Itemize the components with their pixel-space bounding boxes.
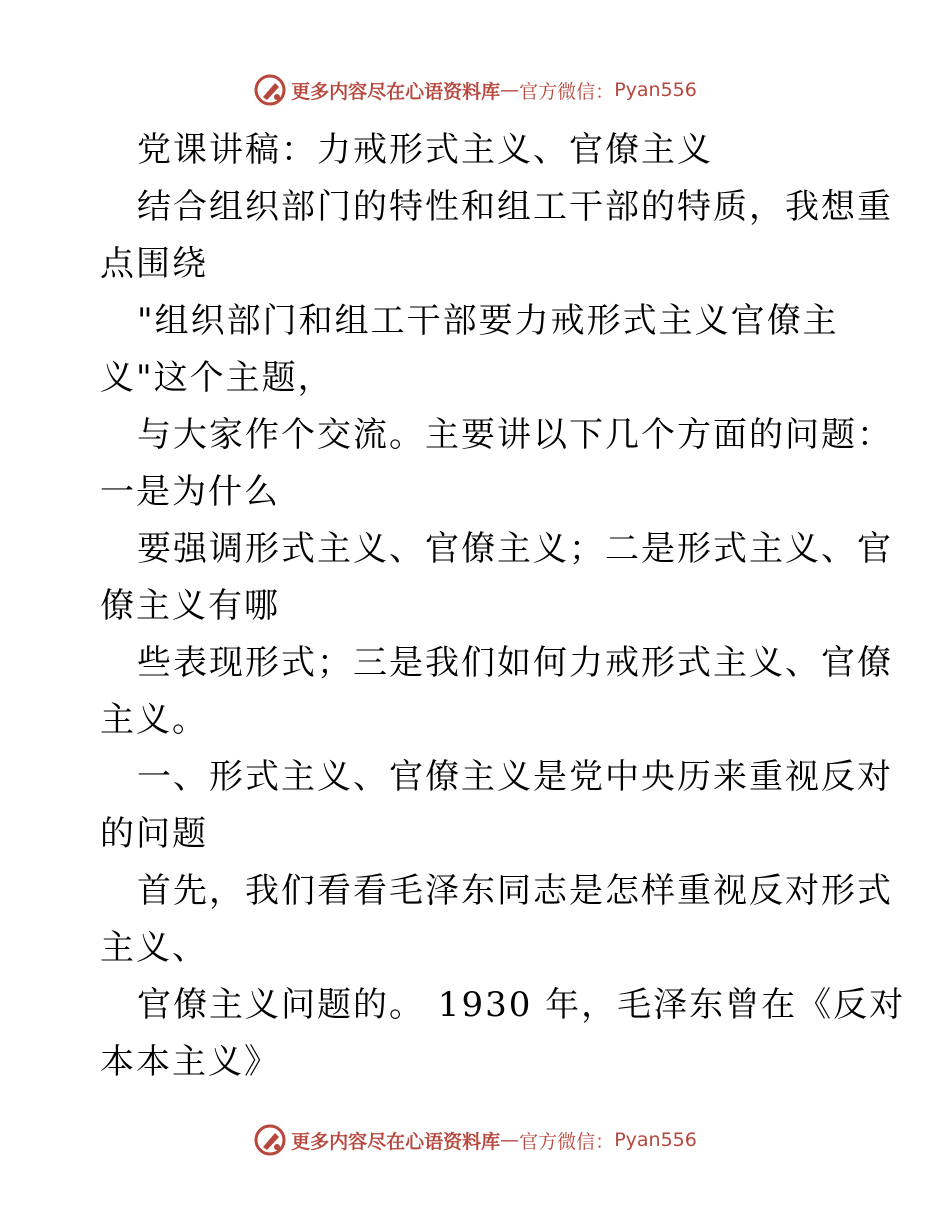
pen-logo-icon (253, 1123, 287, 1157)
document-body (100, 122, 906, 1091)
header-watermark (0, 70, 950, 110)
text-line: 僚主义有哪 (100, 586, 280, 626)
watermark-wechat-id: Pyan556 (614, 1129, 697, 1151)
watermark-dash: — (500, 79, 520, 101)
text-line: 些表现形式；三是我们如何力戒形式主义、官僚 (137, 643, 893, 683)
text-line: 要强调形式主义、官僚主义；二是形式主义、官 (137, 529, 893, 569)
text-line: 的问题 (100, 814, 208, 854)
text-line: 义"这个主题， (100, 358, 334, 398)
text-line: "组织部门和组工干部要力戒形式主义官僚主 (137, 301, 839, 341)
text-line: 主义、 (100, 928, 208, 968)
watermark-text: 更多内容尽在心语资料库 (291, 1130, 501, 1153)
text-line: 官僚主义问题的。 1930 年，毛泽东曾在《反对 (137, 985, 906, 1025)
text-line: 一是为什么 (100, 472, 280, 512)
pen-logo-icon (253, 73, 287, 107)
watermark-wechat-label: 官方微信： (519, 1130, 615, 1153)
text-line: 首先，我们看看毛泽东同志是怎样重视反对形式 (137, 871, 893, 911)
watermark-wechat-id: Pyan556 (614, 79, 697, 101)
section-heading: 一、形式主义、官僚主义是党中央历来重视反对 (137, 757, 893, 797)
watermark-dash: — (500, 1129, 520, 1151)
text-line: 点围绕 (100, 244, 208, 284)
text-line: 本本主义》 (100, 1042, 280, 1082)
watermark-wechat-label: 官方微信： (519, 80, 615, 103)
document-title: 党课讲稿：力戒形式主义、官僚主义 (137, 130, 713, 170)
text-line: 结合组织部门的特性和组工干部的特质，我想重 (137, 187, 893, 227)
footer-watermark (0, 1120, 950, 1160)
watermark-text: 更多内容尽在心语资料库 (291, 80, 501, 103)
text-line: 与大家作个交流。主要讲以下几个方面的问题： (137, 415, 893, 455)
text-line: 主义。 (100, 700, 208, 740)
